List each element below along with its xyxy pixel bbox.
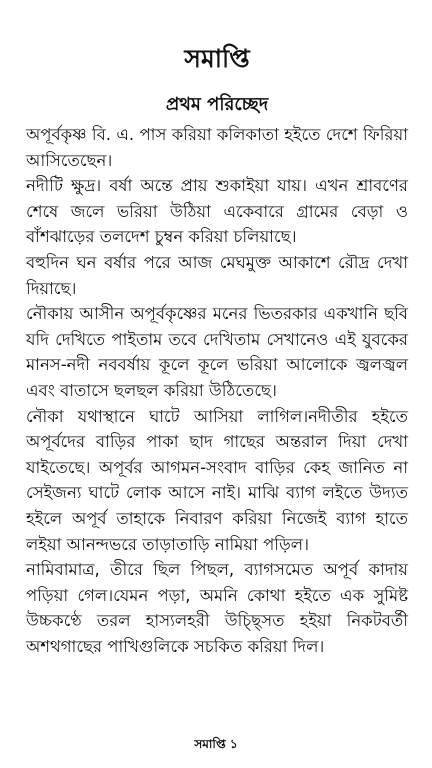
chapter-title: প্রথম পরিচ্ছেদ — [165, 94, 269, 115]
book-title: সমাপ্তি — [184, 44, 250, 73]
paragraph: বহুদিন ঘন বর্ষার পরে আজ মেঘমুক্ত আকাশে রৌদ্র দেখা দিয়াছে। — [26, 252, 408, 298]
paragraph: নৌকায় আসীন অপূর্বকৃষ্ণের মনের ভিতরকার একখানি ছবি যদি দেখিতে পাইতাম তবে দেখিতাম সেখানেও এই যুবকের মানস-নদী নববর্ষায় কূলে কূলে ভরিয়া আলোকে জ্বলজ্বল এবং বাতাসে ছলছল করিয়া উঠিতেছে। — [26, 304, 408, 400]
page-footer: সমাপ্তি ১ — [194, 737, 238, 751]
paragraph: অপূর্বকৃষ্ণ বি. এ. পাস করিয়া কলিকাতা হইতে দেশে ফিরিয়া আসিতেছেন। — [26, 125, 408, 170]
paragraph: নামিবামাত্র, তীরে ছিল পিছল, ব্যাগসমেত অপূর্ব কাদায় পড়িয়া গেল।যেমন পড়া, অমনি কোথা হইতে এক সুমিষ্ট উচ্চকণ্ঠে তরল হাস্যলহরী উচ্ছ্সিত হইয়া নিকটবর্তী অশথগাছের পাখিগুলিকে সচকিত করিয়া দিল। — [26, 560, 408, 656]
paragraph: নৌকা যথাস্থানে ঘাটে আসিয়া লাগিল।নদীতীর হইতে অপূর্বদের বাড়ির পাকা ছাদ গাছের অন্তরাল দিয়া দেখা যাইতেছে। অপূর্বর আগমন-সংবাদ বাড়ির কেহ জানিত না সেইজন্য ঘাটে লোক আসে নাই। মাঝি ব্যাগ লইতে উদ্যত হইলে অপূর্ব তাহাকে নিবারণ করিয়া নিজেই ব্যাগ হাতে লইয়া আনন্দভরে তাড়াতাড়ি নামিয়া পড়িল। — [26, 406, 408, 554]
paragraph: নদীটি ক্ষুদ্র। বর্ষা অন্তে প্রায় শুকাইয়া যায়। এখন শ্রাবণের শেষে জলে ভরিয়া উঠিয়া একেবারে গ্রামের বেড়া ও বাঁশঝাড়ের তলদেশ চুম্বন করিয়া চলিয়াছে। — [26, 176, 408, 247]
story-body — [26, 122, 408, 659]
